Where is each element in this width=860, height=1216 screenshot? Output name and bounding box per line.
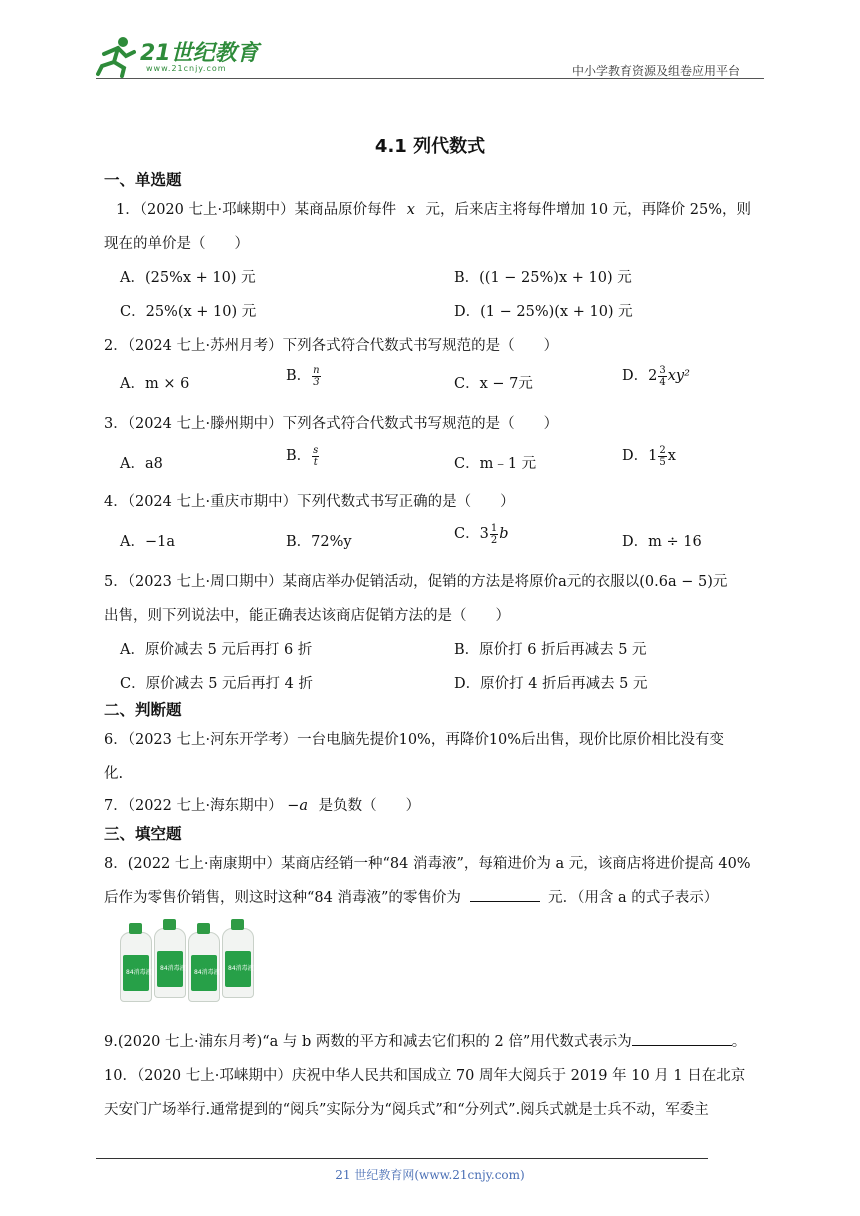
fraction-den: 5 [659, 456, 666, 468]
question-4-stem: 4．（2024 七上·重庆市期中）下列代数式书写正确的是（ ） [104, 494, 515, 510]
question-text: 。 [731, 1034, 747, 1050]
disinfectant-bottles-image [116, 914, 266, 1014]
math-expr: xy² [667, 368, 690, 384]
bottle-icon [222, 928, 254, 998]
bottle-label: 84消毒液 [126, 969, 152, 976]
fraction-den: 3 [313, 376, 320, 388]
bottle-label: 84消毒液 [194, 969, 220, 976]
header-rule [96, 78, 764, 79]
option-label: B． [286, 368, 312, 384]
option-d[interactable] [622, 444, 676, 468]
option-label: D．2 [622, 368, 658, 384]
fraction-num: n [313, 364, 320, 376]
option-d[interactable]: D．原价打 4 折后再减去 5 元 [454, 676, 648, 692]
bottle-label: 84消毒液 [228, 965, 254, 972]
option-b[interactable]: B．((1 − 25%)x + 10) 元 [454, 270, 632, 286]
option-b[interactable] [286, 444, 320, 468]
fraction-den: 2 [490, 534, 498, 546]
option-c[interactable] [454, 522, 509, 546]
question-10-line-1: 10．（2020 七上·邛崃期中）庆祝中华人民共和国成立 70 周年大阅兵于 2019 年 10 月 1 日在北京 [104, 1068, 746, 1084]
option-label: B． [286, 448, 312, 464]
logo-text: 21世纪教育 [140, 41, 259, 66]
question-1-line-2: 现在的单价是（ ） [104, 236, 249, 252]
logo-url: www.21cnjy.com [146, 64, 227, 73]
question-9 [104, 1030, 746, 1051]
question-text: 是负数（ ） [318, 798, 421, 814]
question-8-line-1: 8．(2022 七上·南康期中）某商店经销一种“84 消毒液”，每箱进价为 a 元，该商店将进价提高 40% [104, 856, 751, 872]
math-var: x [406, 202, 415, 218]
question-2-stem: 2．（2024 七上·苏州月考）下列各式符合代数式书写规范的是（ ） [104, 338, 559, 354]
question-text: 7．（2022 七上·海东期中） [104, 798, 283, 814]
math-expr: b [499, 526, 509, 542]
question-8-line-2 [104, 886, 718, 907]
fraction-num: s [313, 444, 319, 456]
option-d[interactable]: D．m ÷ 16 [622, 534, 702, 550]
fraction [490, 523, 498, 546]
question-5-line-1: 5．（2023 七上·周口期中）某商店举办促销活动，促销的方法是将原价a元的衣服以(0.6a − 5)元 [104, 574, 728, 590]
option-c[interactable]: C．原价减去 5 元后再打 4 折 [120, 676, 313, 692]
question-text: 元．（用含 a 的式子表示） [548, 890, 719, 906]
option-b[interactable] [286, 364, 322, 388]
question-10-line-2: 天安门广场举行.通常提到的“阅兵”实际分为“阅兵式”和“分列式”.阅兵式就是士兵不动，军委主 [104, 1102, 709, 1118]
option-c[interactable]: C．25%(x + 10) 元 [120, 304, 257, 320]
question-6-line-2: 化. [104, 766, 124, 782]
math-expr: −a [287, 798, 309, 814]
option-a[interactable]: A．(25%x + 10) 元 [120, 270, 256, 286]
option-d[interactable]: D．(1 − 25%)(x + 10) 元 [454, 304, 633, 320]
question-6-line-1: 6．（2023 七上·河东开学考）一台电脑先提价10%，再降价10%后出售，现价比原价相比没有变 [104, 732, 725, 748]
option-d[interactable] [622, 364, 690, 388]
fraction-den: t [313, 456, 318, 468]
footer-rule [96, 1158, 708, 1159]
math-expr: x [667, 448, 676, 464]
fraction [658, 445, 666, 468]
bottle-icon [120, 932, 152, 1002]
option-label: C．3 [454, 526, 489, 542]
option-a[interactable]: A．a8 [120, 456, 163, 472]
fraction [312, 365, 320, 388]
page-title: 4.1 列代数式 [374, 136, 486, 157]
fraction [658, 365, 666, 388]
fraction-num: 2 [659, 444, 666, 456]
question-text: 9.(2020 七上·浦东月考)“a 与 b 两数的平方和减去它们积的 2 倍”用代数式表示为 [104, 1034, 632, 1050]
option-b[interactable]: B．原价打 6 折后再减去 5 元 [454, 642, 647, 658]
section-heading: 三、填空题 [104, 825, 182, 843]
bottle-icon [188, 932, 220, 1002]
option-a[interactable]: A．−1a [120, 534, 175, 550]
section-heading: 一、单选题 [104, 171, 182, 189]
option-c[interactable]: C．m﹣1 元 [454, 456, 537, 472]
question-text: 1．（2020 七上·邛崃期中）某商品原价每件 [116, 202, 397, 218]
question-3-stem: 3．（2024 七上·滕州期中）下列各式符合代数式书写规范的是（ ） [104, 416, 559, 432]
fraction [312, 445, 319, 468]
option-label: D．1 [622, 448, 658, 464]
question-5-line-2: 出售，则下列说法中，能正确表达该商店促销方法的是（ ） [104, 608, 510, 624]
question-7 [104, 794, 420, 815]
bottle-label: 84消毒液 [160, 965, 186, 972]
option-c[interactable]: C．x − 7元 [454, 376, 533, 392]
question-text: 后作为零售价销售，则这时这种“84 消毒液”的零售价为 [104, 890, 461, 906]
header-platform: 中小学教育资源及组卷应用平台 [572, 64, 741, 78]
footer-text: 21 世纪教育网(www.21cnjy.com) [335, 1168, 525, 1182]
option-b[interactable]: B．72%y [286, 534, 352, 550]
option-a[interactable]: A．原价减去 5 元后再打 6 折 [120, 642, 313, 658]
question-1-line-1 [116, 198, 751, 219]
fraction-num: 1 [490, 522, 498, 534]
fraction-den: 4 [659, 376, 666, 388]
answer-blank[interactable] [470, 901, 540, 902]
header-logo [96, 34, 266, 78]
option-a[interactable]: A．m × 6 [120, 376, 190, 392]
fraction-num: 3 [659, 364, 666, 376]
answer-blank[interactable] [632, 1045, 732, 1046]
question-text: 元，后来店主将每件增加 10 元，再降价 25%，则 [425, 202, 752, 218]
bottle-icon [154, 928, 186, 998]
runner-logo-icon [96, 36, 136, 78]
section-heading: 二、判断题 [104, 701, 182, 719]
